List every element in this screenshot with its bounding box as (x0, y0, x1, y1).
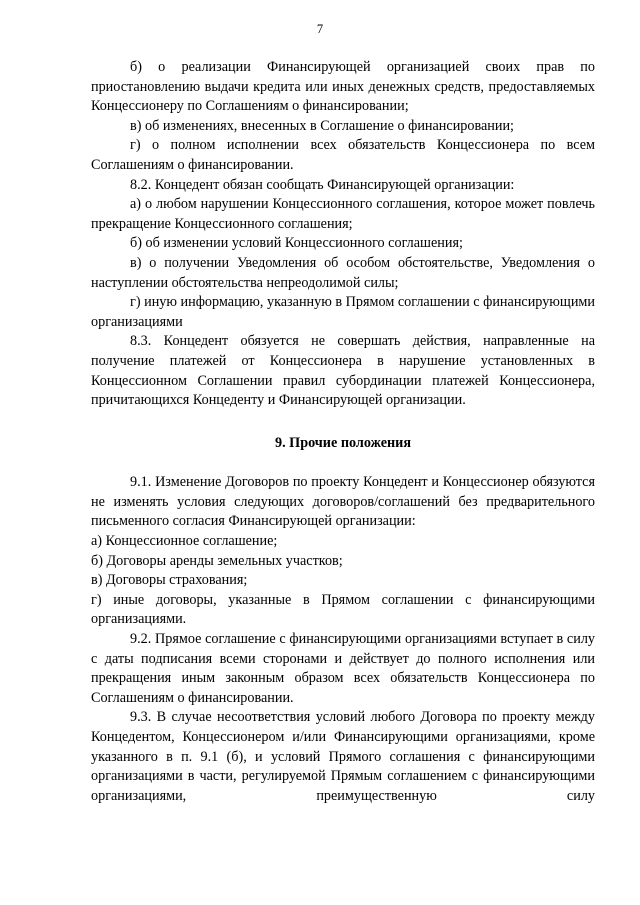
paragraph-8-2-v: в) о получении Уведомления об особом обстоятельстве, Уведомления о наступлении обстоятельства непреодолимой силы; (91, 254, 595, 291)
paragraph-8-1-v: в) об изменениях, внесенных в Соглашение о финансировании; (130, 117, 514, 134)
paragraph-8-2-g: г) иную информацию, указанную в Прямом соглашении с финансирующими организациями (91, 294, 595, 330)
paragraph-8-3: 8.3. Концедент обязуется не совершать действия, направленные на получение платежей от Концессионера в нарушение установленных в Концессионном Соглашении правил субординации платежей Концессионера, причитающихся Концеденту и Финансирующей организации. (91, 333, 595, 409)
page-number: 7 (316, 22, 324, 36)
paragraph-9-1-v: в) Договоры страхования; (91, 572, 248, 589)
paragraph-8-2-b: б) об изменении условий Концессионного соглашения; (130, 235, 463, 252)
paragraph-8-2: 8.2. Концедент обязан сообщать Финансирующей организации: (130, 176, 515, 193)
paragraph-9-1-g: г) иные договоры, указанные в Прямом соглашении с финансирующими организациями. (91, 591, 595, 628)
paragraph-9-1-a: а) Концессионное соглашение; (91, 533, 278, 550)
section-heading: 9. Прочие положения (274, 434, 412, 451)
paragraph-9-2: 9.2. Прямое соглашение с финансирующими организациями вступает в силу с даты подписания всеми сторонами и действует до полного исполнения или прекращения иным законным образом всех обязательств Концессионера по Соглашениям о финансировании. (91, 631, 595, 706)
paragraph-9-1-b: б) Договоры аренды земельных участков; (91, 552, 343, 569)
paragraph-8-1-b: б) о реализации Финансирующей организацией своих прав по приостановлению выдачи кредита или иных денежных средств, предоставляемых Концессионеру по Соглашениям о финансировании; (91, 59, 595, 115)
paragraph-9-3: 9.3. В случае несоответствия условий любого Договора по проекту между Концедентом, Концессионером и/или Финансирующими организациями, кроме указанного в п. 9.1 (б), и условий Прямого соглашения с финансирующими организациями в части, регулируемой Прямым соглашением с финансирующими организациями, преимущественную силу (91, 709, 595, 804)
page-body (91, 58, 595, 806)
paragraph-8-1-g: г) о полном исполнении всех обязательств Концессионера по всем Соглашениям о финансировании. (91, 137, 595, 173)
paragraph-8-2-a: а) о любом нарушении Концессионного соглашения, которое может повлечь прекращение Концессионного соглашения; (91, 196, 595, 232)
paragraph-9-1: 9.1. Изменение Договоров по проекту Концедент и Концессионер обязуются не изменять условия следующих договоров/соглашений без предварительного письменного согласия Финансирующей организации: (91, 474, 595, 530)
